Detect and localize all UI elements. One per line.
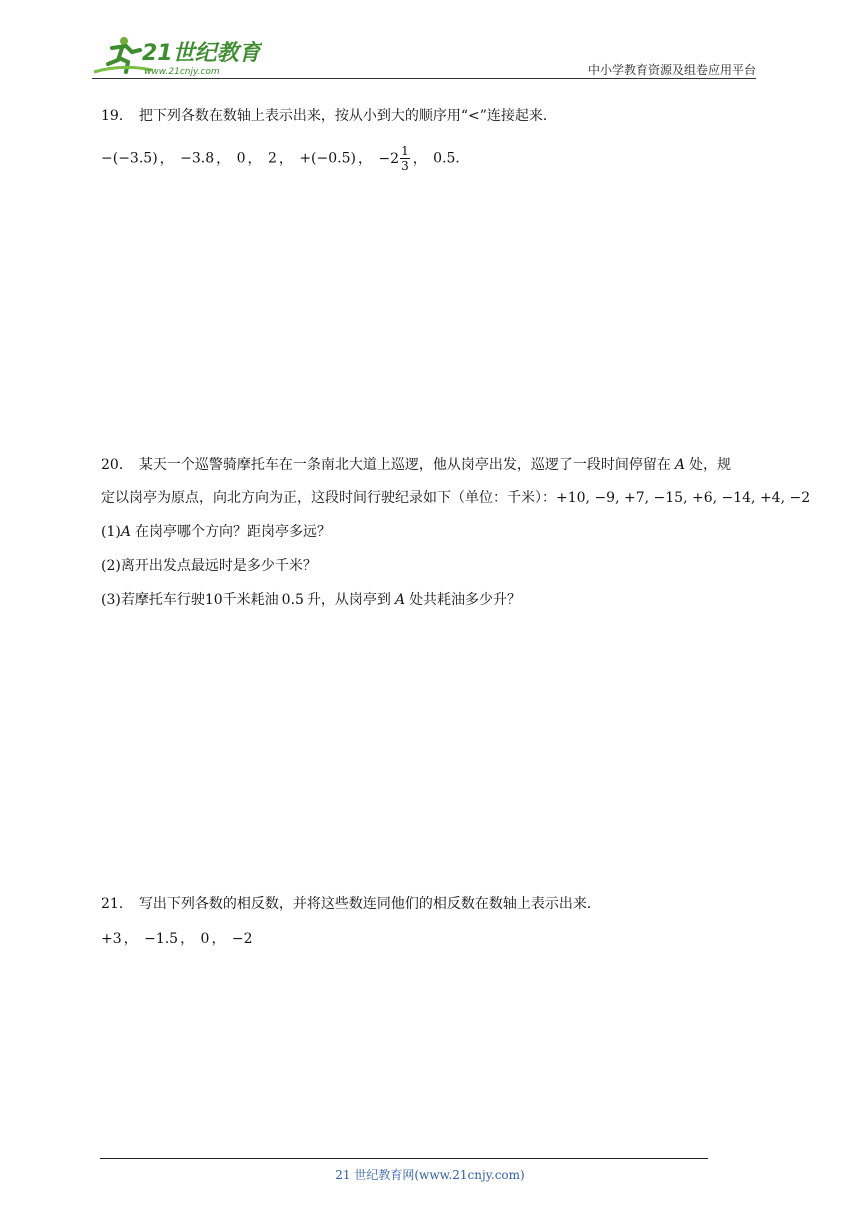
number-item: 2 xyxy=(267,150,277,167)
sub-label: (1) xyxy=(101,524,121,540)
point-label: A xyxy=(120,524,131,540)
question-text: 定以岗亭为原点，向北方向为正，这段时间行驶纪录如下（单位：千米）： xyxy=(101,490,556,506)
footer-divider xyxy=(100,1158,708,1159)
question-text: 某天一个巡警骑摩托车在一条南北大道上巡逻，他从岗亭出发，巡逻了一段时间停留在 xyxy=(138,457,671,473)
number-item: 0.5 xyxy=(433,150,456,167)
sub-text: 处共耗油多少升？ xyxy=(409,592,522,608)
number-item: +3 xyxy=(101,931,122,947)
separator: ， xyxy=(159,150,174,167)
separator: ， xyxy=(247,150,262,167)
question-text: 把下列各数在数轴上表示出来，按从小到大的顺序用“<”连接起来． xyxy=(138,108,557,124)
separator: ， xyxy=(123,931,138,947)
number-item: −(−3.5) xyxy=(101,150,158,167)
sub-question-2 xyxy=(101,556,317,576)
separator: ， xyxy=(180,931,195,947)
end-mark: ． xyxy=(455,150,470,167)
question-number: 20． xyxy=(101,457,133,473)
separator: ， xyxy=(357,150,372,167)
question-19-numbers xyxy=(101,144,469,173)
question-text: 写出下列各数的相反数，并将这些数连同他们的相反数在数轴上表示出来． xyxy=(138,896,601,912)
number-item: −2 xyxy=(231,931,253,947)
sub-text: 千米耗油 xyxy=(222,592,279,608)
number-item: −1.5 xyxy=(144,931,179,947)
separator: ， xyxy=(412,150,427,167)
question-20 xyxy=(101,455,731,475)
sub-question-1 xyxy=(101,522,331,542)
question-20-line2 xyxy=(101,488,810,508)
sub-text: 升，从岗亭到 xyxy=(306,592,391,608)
distance-value: 10 xyxy=(204,592,223,608)
separator: ， xyxy=(211,931,226,947)
point-label: A xyxy=(394,592,406,608)
question-21-numbers xyxy=(101,929,253,949)
page-header xyxy=(92,30,756,78)
separator: ， xyxy=(278,150,293,167)
fraction xyxy=(400,144,410,173)
number-item: −3.8 xyxy=(180,150,215,167)
platform-title: 中小学教育资源及组卷应用平台 xyxy=(587,63,756,77)
header-divider xyxy=(92,78,756,79)
footer-link[interactable]: 21 世纪教育网(www.21cnjy.com) xyxy=(335,1168,525,1182)
sub-text: 在岗亭哪个方向？距岗亭多远？ xyxy=(134,524,331,540)
logo-text: 21世纪教育 xyxy=(142,41,261,66)
question-text: 处，规 xyxy=(688,457,731,473)
mixed-whole: −2 xyxy=(378,150,400,167)
question-19 xyxy=(101,106,557,126)
point-label: A xyxy=(674,457,685,473)
logo-url: www.21cnjy.com xyxy=(144,67,220,76)
site-logo xyxy=(92,34,262,76)
fraction-denominator: 3 xyxy=(401,159,409,173)
number-item: 0 xyxy=(236,150,246,167)
driving-records: +10, −9, +7, −15, +6, −14, +4, −2 xyxy=(556,490,811,506)
mixed-number xyxy=(378,144,410,173)
runner-logo-icon xyxy=(92,34,262,76)
fuel-value: 0.5 xyxy=(281,592,304,608)
number-item: 0 xyxy=(200,931,210,947)
sub-question-3 xyxy=(101,590,521,610)
fraction-numerator: 1 xyxy=(401,144,409,158)
number-item: +(−0.5) xyxy=(299,150,356,167)
question-21 xyxy=(101,894,601,914)
sub-text: (2)离开出发点最远时是多少千米？ xyxy=(101,558,317,574)
question-number: 19． xyxy=(101,108,133,124)
separator: ， xyxy=(216,150,231,167)
sub-text: (3)若摩托车行驶 xyxy=(101,592,205,608)
question-number: 21． xyxy=(101,896,133,912)
